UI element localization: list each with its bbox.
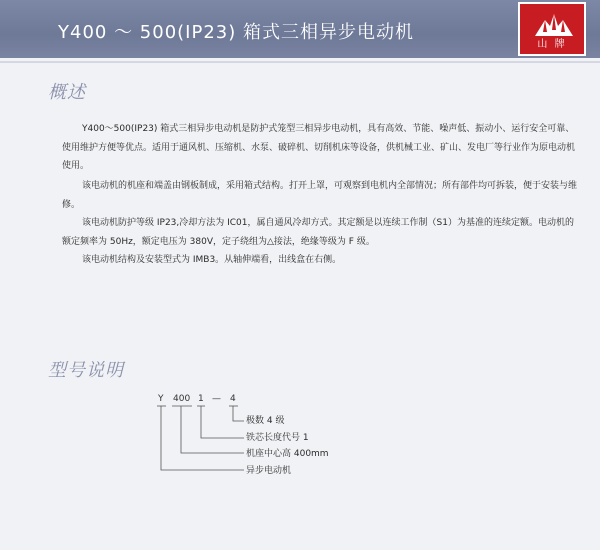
code-poles: 4 bbox=[230, 394, 236, 404]
legend-core-length: 铁芯长度代号 1 bbox=[246, 433, 309, 443]
logo-text: 山 牌 bbox=[537, 39, 567, 50]
legend-center-height: 机座中心高 400mm bbox=[246, 449, 329, 459]
legend-poles: 极数 4 级 bbox=[246, 416, 285, 426]
overview-heading: 概述 bbox=[48, 82, 86, 103]
paragraph-text: Y400～500(IP23) 箱式三相异步电动机是防护式笼型三相异步电动机，具有高效、节能、噪声低、振动小、运行安全可靠、使用维护方便等优点。适用于通风机、压缩机、水泵、破碎机、切削机床等设备，供机械工业、矿山、发电厂等行业作为原电动机使用。 bbox=[62, 124, 576, 171]
code-frame: 400 bbox=[173, 394, 191, 404]
model-heading: 型号说明 bbox=[48, 360, 124, 381]
paragraph-text: 该电动机结构及安装型式为 IMB3。从轴伸端看，出线盒在右侧。 bbox=[82, 255, 342, 265]
legend-motor-type: 异步电动机 bbox=[246, 466, 292, 476]
paragraph-text: 该电动机的机座和端盖由钢板制成，采用箱式结构。打开上罩，可观察到电机内全部情况；所有部件均可拆装，便于安装与维修。 bbox=[62, 181, 578, 210]
page-title: Y400 ～ 500(IP23) 箱式三相异步电动机 bbox=[58, 22, 414, 43]
paragraph-text: 该电动机防护等级 IP23,冷却方法为 IC01，属自通风冷却方式。其定额是以连续工作制（S1）为基准的连续定额。电动机的额定频率为 50Hz，额定电压为 380V，定子绕组为△接法，绝缘等级为 F 级。 bbox=[62, 218, 574, 247]
code-core: 1 bbox=[198, 394, 204, 404]
code-dash: — bbox=[212, 394, 221, 404]
code-y: Y bbox=[158, 394, 164, 404]
